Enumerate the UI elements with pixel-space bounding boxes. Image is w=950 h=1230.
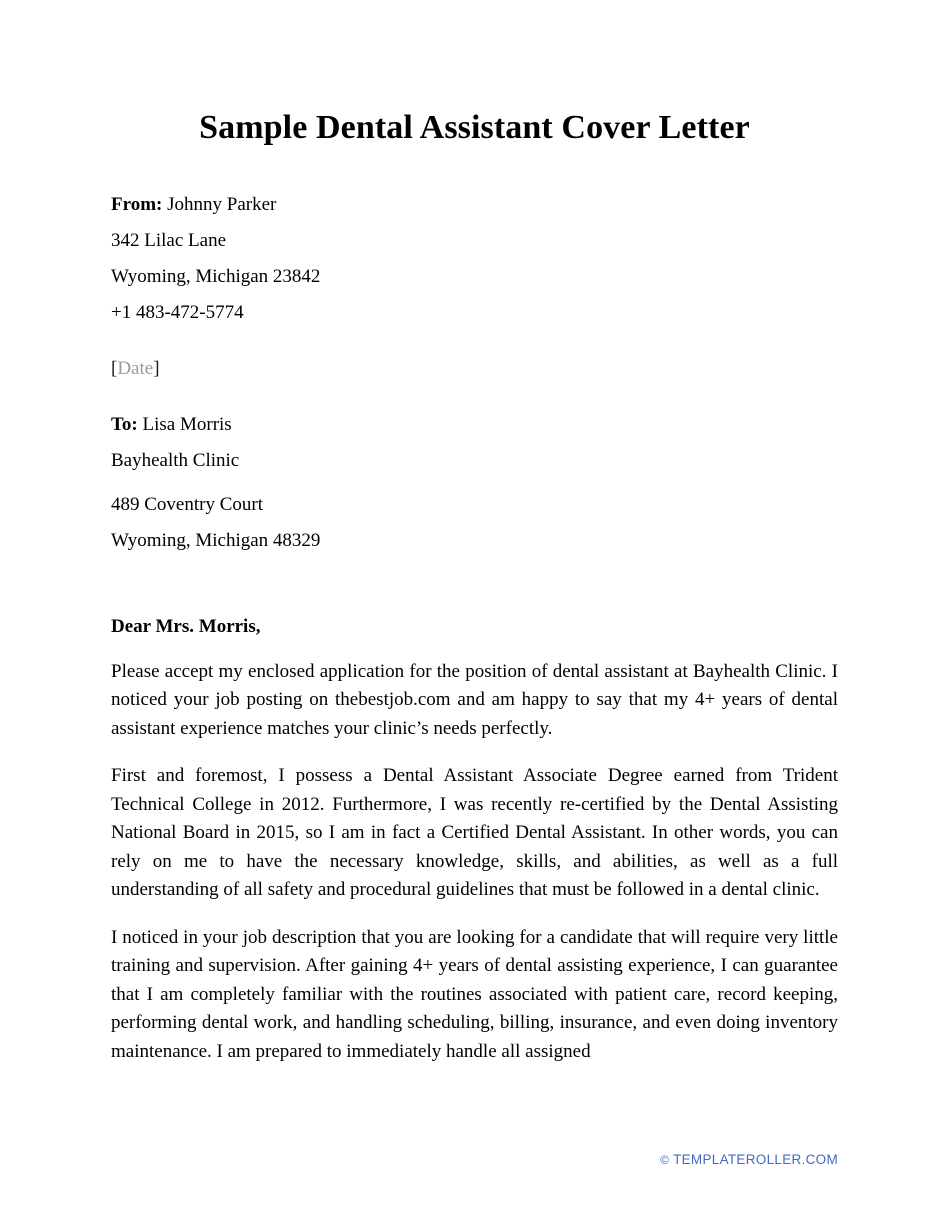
templateroller-watermark[interactable] xyxy=(660,1152,838,1167)
recipient-street: 489 Coventry Court xyxy=(111,493,263,515)
date-close-bracket: ] xyxy=(153,357,160,379)
body-paragraph-1: Please accept my enclosed application for the position of dental assistant at Bayhealth Clinic. I noticed your job posting on thebestjob.com and am happy to say that my 4+ years of dental assistant experience matches your clinic’s needs perfectly. xyxy=(111,660,838,739)
page-title: Sample Dental Assistant Cover Letter xyxy=(199,109,750,146)
recipient-label: To: xyxy=(111,413,138,435)
copyright-icon: © xyxy=(660,1153,670,1167)
recipient-organization: Bayhealth Clinic xyxy=(111,449,240,471)
recipient-address-block xyxy=(111,407,838,559)
sender-label: From: xyxy=(111,193,163,215)
footer-site-label: TEMPLATEROLLER.COM xyxy=(673,1152,838,1167)
sender-address-block xyxy=(111,187,838,331)
salutation: Dear Mrs. Morris, xyxy=(111,615,261,637)
body-paragraph-3: I noticed in your job description that you are looking for a candidate that will require very little training and supervision. After gaining 4+ years of dental assisting experience, I can guarantee that I am completely familiar with the routines associated with patient care, record keeping, performing dental work, and handling scheduling, billing, insurance, and even doing inventory maintenance. I am prepared to immediately handle all assigned xyxy=(111,926,838,1062)
date-open-bracket: [ xyxy=(111,357,118,379)
recipient-name: Lisa Morris xyxy=(142,413,232,435)
date-placeholder-line xyxy=(111,351,838,387)
sender-name: Johnny Parker xyxy=(167,193,277,215)
body-paragraph-2: First and foremost, I possess a Dental Assistant Associate Degree earned from Trident Technical College in 2012. Furthermore, I was recently re-certified by the Dental Assisting National Board in 2015, so I am in fact a Certified Dental Assistant. In other words, you can rely on me to have the necessary knowledge, skills, and abilities, as well as a full understanding of all safety and procedural guidelines that must be followed in a dental clinic. xyxy=(111,765,838,901)
date-placeholder-text: Date xyxy=(117,357,154,379)
sender-city-state-zip: Wyoming, Michigan 23842 xyxy=(111,265,321,287)
sender-phone: +1 483-472-5774 xyxy=(111,301,244,323)
recipient-name-line xyxy=(111,407,838,443)
sender-name-line xyxy=(111,187,838,223)
document-body xyxy=(111,0,838,1085)
sender-street: 342 Lilac Lane xyxy=(111,229,227,251)
recipient-city-state-zip: Wyoming, Michigan 48329 xyxy=(111,529,321,551)
